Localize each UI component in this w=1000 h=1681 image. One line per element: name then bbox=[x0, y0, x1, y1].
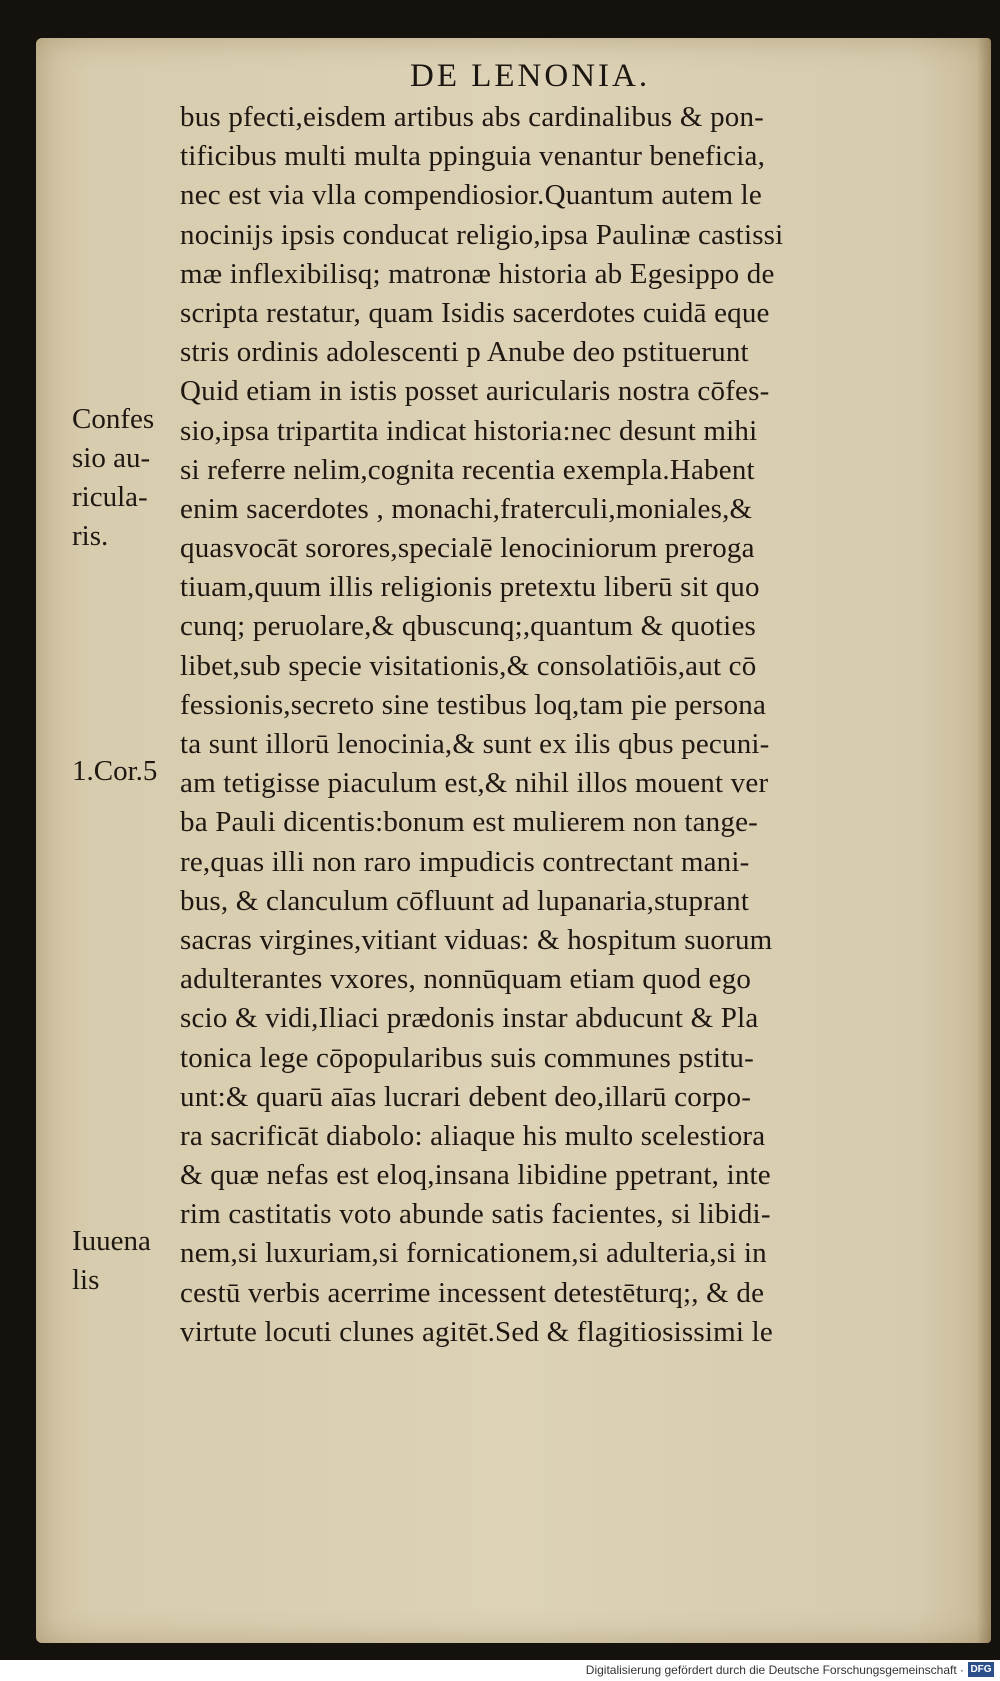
footer-credit: Digitalisierung gefördert durch die Deutsche Forschungsgemeinschaft · bbox=[585, 1663, 964, 1677]
text-line: cestū verbis acerrime incessent detestēturq;, & de bbox=[180, 1276, 765, 1309]
margin-note-line: 1.Cor.5 bbox=[72, 755, 158, 787]
running-head: DE LENONIA. bbox=[410, 58, 651, 94]
main-text-block bbox=[180, 98, 930, 1352]
text-line: scripta restatur, quam Isidis sacerdotes cuidā eque bbox=[180, 296, 770, 329]
text-line: sacras virgines,vitiant viduas: & hospitum suorum bbox=[180, 923, 773, 956]
margin-note-line: lis bbox=[72, 1264, 100, 1296]
text-line: re,quas illi non raro impudicis contrectant mani- bbox=[180, 845, 750, 878]
text-line: scio & vidi,Iliaci prædonis instar abducunt & Pla bbox=[180, 1002, 759, 1035]
margin-note-line: Confes bbox=[72, 403, 155, 435]
text-line: & quæ nefas est eloq,insana libidine ppetrant, inte bbox=[180, 1159, 771, 1192]
text-line: bus, & clanculum cōfluunt ad lupanaria,stuprant bbox=[180, 884, 750, 917]
text-line: rim castitatis voto abunde satis facientes, si libidi- bbox=[180, 1198, 771, 1231]
text-line: nem,si luxuriam,si fornicationem,si adulteria,si in bbox=[180, 1237, 767, 1270]
margin-note-line: ricula- bbox=[72, 481, 148, 513]
margin-note-line: sio au- bbox=[72, 442, 151, 474]
text-line: ta sunt illorū lenocinia,& sunt ex ilis qbus pecuni- bbox=[180, 728, 770, 760]
text-line: sio,ipsa tripartita indicat historia:nec desunt mihi bbox=[180, 414, 758, 447]
text-line: tificibus multi multa ppinguia venantur beneficia, bbox=[180, 140, 766, 173]
margin-note-line: Iuuena bbox=[72, 1225, 151, 1257]
text-line: ra sacrificāt diabolo: aliaque his multo scelestiora bbox=[180, 1119, 766, 1152]
text-line: tiuam,quum illis religionis pretextu liberū sit quo bbox=[180, 571, 760, 604]
text-line: fessionis,secreto sine testibus loq,tam pie persona bbox=[180, 688, 767, 721]
margin-note-iuuenalis bbox=[72, 1222, 151, 1300]
dfg-logo: DFG bbox=[968, 1662, 994, 1677]
margin-note-line: ris. bbox=[72, 520, 109, 552]
text-line: virtute locuti clunes agitēt.Sed & flagitiosissimi le bbox=[180, 1315, 773, 1348]
text-line: am tetigisse piaculum est,& nihil illos mouent ver bbox=[180, 767, 769, 800]
text-line: si referre nelim,cognita recentia exempla.Habent bbox=[180, 453, 755, 486]
text-line: adulterantes vxores, nonnūquam etiam quod ego bbox=[180, 963, 752, 996]
text-line: enim sacerdotes , monachi,fraterculi,moniales,& bbox=[180, 492, 753, 525]
text-line: tonica lege cōpopularibus suis communes pstitu- bbox=[180, 1041, 754, 1074]
text-line: nocinijs ipsis conducat religio,ipsa Paulinæ castissi bbox=[180, 218, 784, 251]
margin-note-corinthians bbox=[72, 752, 157, 791]
text-line: nec est via vlla compendiosior.Quantum autem le bbox=[180, 179, 762, 212]
text-line: Quid etiam in istis posset auricularis nostra cōfes- bbox=[180, 375, 770, 408]
text-line: mæ inflexibilisq; matronæ historia ab Egesippo de bbox=[180, 257, 775, 290]
margin-note-confessio bbox=[72, 400, 154, 556]
text-line: unt:& quarū aīas lucrari debent deo,illarū corpo- bbox=[180, 1080, 752, 1113]
page-edge-shadow bbox=[977, 38, 991, 1643]
text-line: libet,sub specie visitationis,& consolatiōis,aut cō bbox=[180, 649, 757, 682]
text-line: cunq; peruolare,& qbuscunq;,quantum & quoties bbox=[180, 610, 757, 643]
footer-bar bbox=[0, 1660, 1000, 1681]
text-line: quasvocāt sorores,specialē lenociniorum preroga bbox=[180, 532, 755, 565]
text-line: bus pfecti,eisdem artibus abs cardinalibus & pon- bbox=[180, 101, 765, 133]
text-line: ba Pauli dicentis:bonum est mulierem non tange- bbox=[180, 806, 759, 839]
text-line: stris ordinis adolescenti p Anube deo pstituerunt bbox=[180, 336, 749, 369]
